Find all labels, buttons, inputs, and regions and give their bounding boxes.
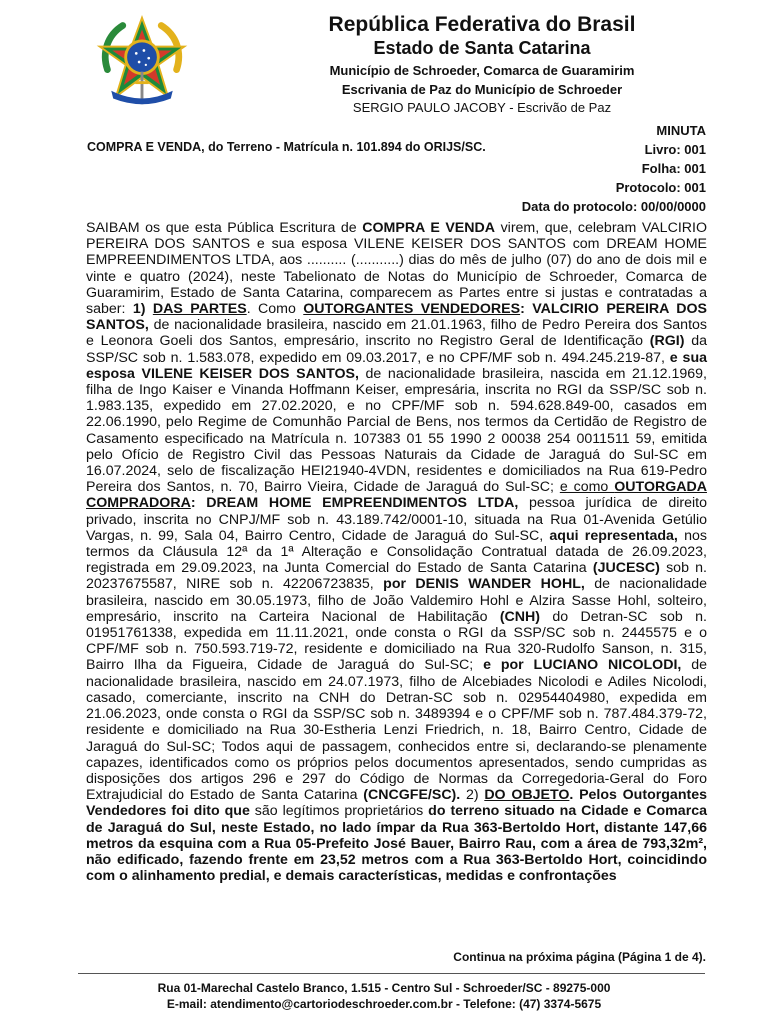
header-state: Estado de Santa Catarina [373, 38, 591, 58]
text-run: por DENIS WANDER HOHL, [383, 576, 585, 593]
section-heading: OUTORGANTES VENDEDORES [303, 301, 521, 318]
text-run: e como [559, 479, 615, 496]
deed-body-text [86, 220, 707, 884]
footer-contact: E-mail: atendimento@cartoriodeschroeder.com.br - Telefone: (47) 3374-5675 [166, 997, 602, 1011]
text-run: virem, que, celebram VALCIRIO PEREIRA DOS SANTOS e sua esposa VILENE KEISER DOS SANTOS com DREAM HOME EMPREENDIMENTOS LTDA, aos .......... (...........) dias do mês de julho (07) do ano de dois mil e vinte e quatro (2024), neste Tabelionato de Notas do Município de Schroeder, Comarca de Guaramirim, Estado de Santa Catarina, comparecem as Partes entre si justas e contratadas a saber: [86, 220, 707, 318]
section-heading: DO OBJETO [484, 787, 570, 804]
header-office: Escrivania de Paz do Município de Schroeder [341, 82, 623, 97]
continuation-note: Continua na próxima página (Página 1 de 4). [453, 950, 706, 964]
text-run: de nacionalidade brasileira, nascido em 30.05.1973, filho de João Valdemiro Hohl e Alzira Sasse Hohl, solteiro, empresário, inscrito na Carteira Nacional de Habilitação [86, 576, 707, 625]
meta-folha: Folha: 001 [641, 161, 706, 176]
text-run: SAIBAM os que esta Pública Escritura de [86, 220, 363, 236]
header-clerk: SERGIO PAULO JACOBY - Escrivão de Paz [352, 100, 612, 115]
section-heading: OUTORGADA COMPRADORA [86, 479, 707, 512]
text-run: nos termos da Cláusula 12ª da 1ª Alteração e Consolidação Contratual datada de 26.09.2023, registrada em 29.09.2023, na Junta Comercial do Estado de Santa Catarina [86, 527, 707, 577]
text-run: COMPRA E VENDA [362, 220, 496, 236]
text-run: do terreno situado na Cidade e Comarca de Jaraguá do Sul, neste Estado, no lado ímpar da Rua 363-Bertoldo Hort, distante 147,66 metros da esquina com a Rua 05-Prefeito José Bauer, Bairro Rau, com a área de 793,32m², não edificado, fazendo frente em 23,52 metros com a Rua 363-Bertoldo Hort, coincidindo com o alinhamento predial, e demais características, medidas e confrontações [86, 803, 707, 885]
meta-livro: Livro: 001 [644, 142, 706, 157]
text-run: são legítimos proprietários [249, 803, 429, 820]
text-run: de nacionalidade brasileira, nascido em 21.01.1963, filho de Pedro Pereira dos Santos e Leonora Goeli dos Santos, empresário, inscrito no Registro Geral de Identificação [86, 317, 707, 350]
text-run: 2) [460, 787, 485, 804]
text-run: pessoa jurídica de direito privado, inscrita no CNPJ/MF sob n. 43.189.742/0001-10, situada na Rua 01-Avenida Getúlio Vargas, n. 99, Sala 04, Bairro Centro, Cidade de Jaraguá do Sul-SC, [86, 495, 707, 544]
text-run: (CNCGFE/SC). [363, 787, 461, 804]
text-run: . Pelos Outorgantes Vendedores foi dito que [86, 787, 707, 820]
meta-data-protocolo: Data do protocolo: 00/00/0000 [521, 199, 706, 214]
header-municipality: Município de Schroeder, Comarca de Guaramirim [329, 63, 635, 78]
document-subject: COMPRA E VENDA, do Terreno - Matrícula n. 101.894 do ORIJS/SC. [87, 140, 486, 154]
footer-address: Rua 01-Marechal Castelo Branco, 1.515 - Centro Sul - Schroeder/SC - 89275-000 [157, 981, 611, 995]
text-run: : VALCIRIO PEREIRA DOS SANTOS, [86, 301, 708, 334]
text-run: (CNH) [499, 608, 541, 625]
meta-protocolo: Protocolo: 001 [615, 180, 706, 195]
text-run: e sua esposa VILENE KEISER DOS SANTOS, [86, 349, 707, 382]
text-run: de nacionalidade brasileira, nascida em 21.12.1969, filha de Ingo Kaiser e Vinanda Hoffmann Keiser, empresária, inscrita no RGI da SSP/SC sob n. 1.983.135, expedido em 27.02.2020, e no CPF/MF sob n. 594.628.849-00, casados em 22.06.1990, pelo Regime de Comunhão Parcial de Bens, nos termos da Certidão de Registro de Casamento especificado na Matrícula n. 107383 01 55 1990 2 00038 254 0011511 59, emitida pelo Ofício de Registro Civil das Pessoas Naturais da Cidade de Jaraguá do Sul-SC em 16.07.2024, selo de fiscalização HEI21940-4VDN, residentes e domiciliados na Rua 619-Pedro Pereira dos Santos, n. 70, Bairro Vieira, Cidade de Jaraguá do Sul-SC; [86, 365, 707, 496]
text-run: (RGI) [649, 333, 685, 350]
text-run: sob n. 20237675587, NIRE sob n. 42206723835, [86, 560, 708, 593]
meta-minuta: MINUTA [656, 123, 706, 138]
text-run: (JUCESC) [592, 560, 660, 577]
text-run: 1) [132, 301, 153, 318]
text-run: da SSP/SC sob n. 1.583.078, expedido em 09.03.2017, e no CPF/MF sob n. 494.245.219-87, [86, 333, 707, 366]
section-heading: DAS PARTES [152, 301, 247, 318]
text-run: aqui representada, [549, 527, 678, 544]
text-run: : DREAM HOME EMPREENDIMENTOS LTDA, [190, 495, 519, 512]
header-title: República Federativa do Brasil [328, 13, 636, 36]
brazil-coat-of-arms-icon [94, 14, 190, 110]
text-run: do Detran-SC sob n. 01951761338, expedida em 11.11.2021, onde consta o RGI da SSP/SC sob n. 2445575 e o CPF/MF sob n. 750.593.719-72, residente e domiciliado na Rua 320-Rudolfo Sanson, n. 315, Bairro Ilha da Figueira, Cidade de Jaraguá do Sul-SC; [86, 608, 707, 674]
footer-divider [78, 973, 705, 974]
text-run: e por LUCIANO NICOLODI, [483, 657, 682, 674]
text-run: de nacionalidade brasileira, nascido em 24.07.1973, filho de Alcebiades Nicolodi e Adiles Nicolodi, casado, comerciante, inscrito na CNH do Detran-SC sob n. 02954404980, expedida em 21.06.2023, onde consta o RGI da SSP/SC sob n. 3489394 e o CPF/MF sob n. 787.484.379-72, residente e domiciliado na Rua 30-Estheria Lenzi Friedrich, n. 18, Bairro Centro, Cidade de Jaraguá do Sul-SC; Todos aqui de passagem, conhecidos entre si, declarando-se plenamente capazes, identificados como os próprios pelos documentos apresentados, sendo cumpridas as disposições dos artigos 296 e 297 do Código de Normas da Corregedoria-Geral do Foro Extrajudicial do Estado de Santa Catarina [86, 657, 707, 804]
text-run: . Como [246, 301, 304, 318]
